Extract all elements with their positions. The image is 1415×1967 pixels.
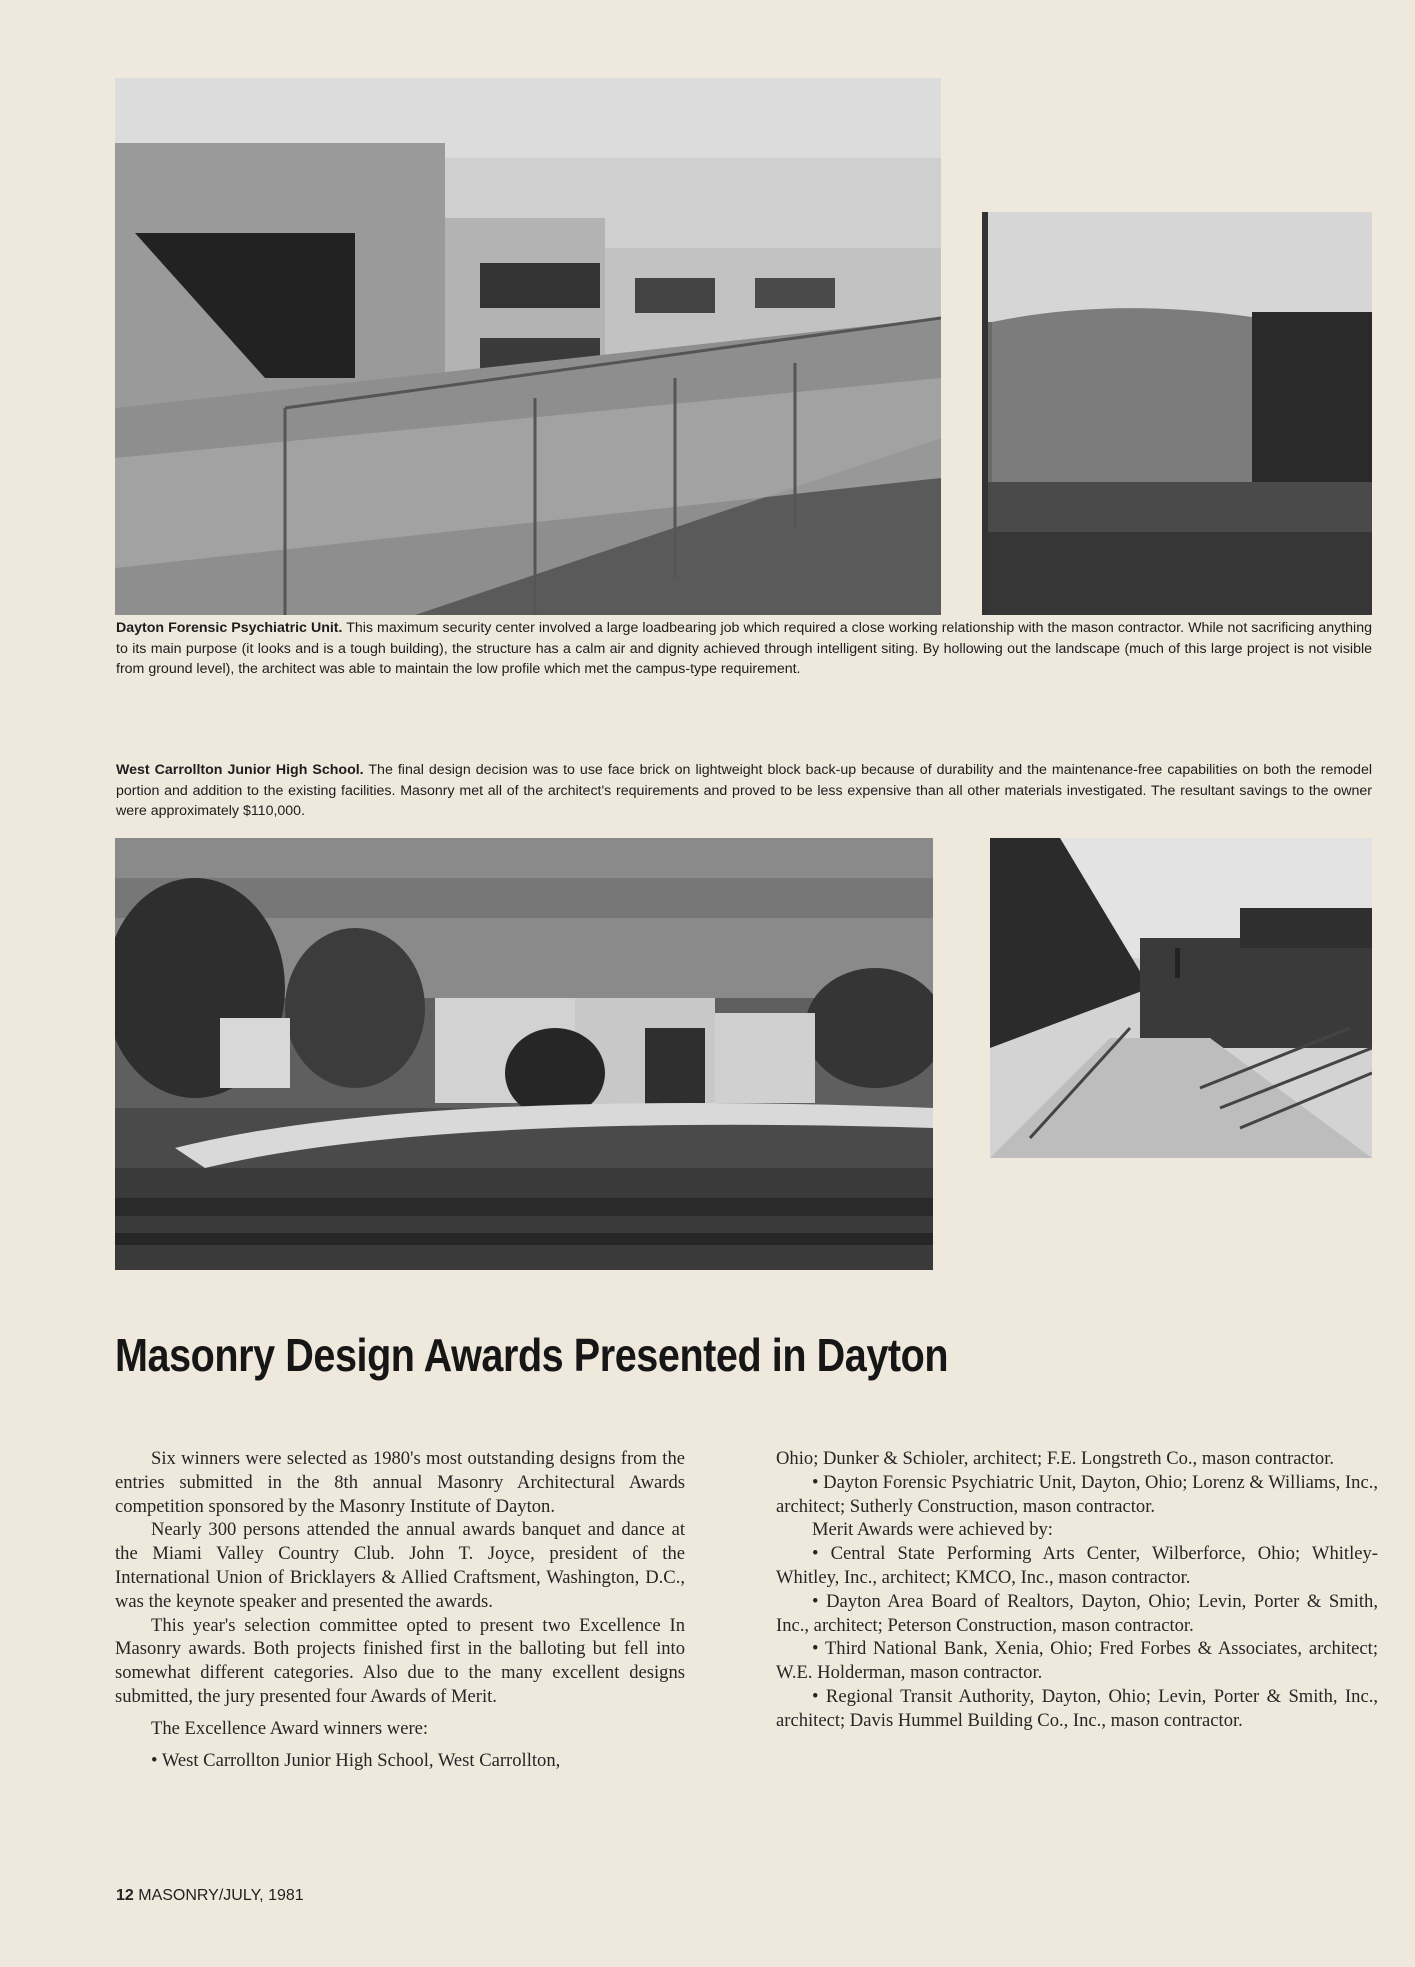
caption-forensic-unit: [116, 618, 1372, 680]
article-paragraph: The Excellence Award winners were:: [151, 1717, 429, 1739]
caption-carrollton-school: [116, 760, 1372, 822]
caption-carrollton-title: West Carrollton Junior High School.: [116, 762, 364, 778]
photo-forensic-unit-building: [115, 78, 941, 615]
caption-forensic-title: Dayton Forensic Psychiatric Unit.: [116, 620, 343, 636]
caption-forensic-text: This maximum security center involved a large loadbearing job which required a close working relationship with the mason contractor. While not sacrificing anything to its main purpose (it looks and is a tough building), the structure has a calm air and dignity achieved through intelligent siting. By hollowing out the landscape (much of this large project is not visible from ground level), the architect was able to maintain the low profile which met the campus-type requirement.: [116, 620, 1372, 677]
page-number: 12: [116, 1887, 134, 1904]
article-paragraph: Nearly 300 persons attended the annual awards banquet and dance at the Miami Valley Country Club. John T. Joyce, president of the International Union of Bricklayers & Allied Craftsment, Washington, D.C., was the keynote speaker and presented the awards.: [115, 1519, 685, 1612]
article-headline: Masonry Design Awards Presented in Dayton: [115, 1329, 949, 1381]
photo-carrollton-school-exterior: [115, 838, 933, 1270]
caption-carrollton-text: The final design decision was to use face brick on lightweight block back-up because of durability and the maintenance-free capabilities on both the remodel portion and addition to the existing facilities. Masonry met all of the architect's requirements and proved to be less expensive than all other materials investigated. The resultant savings to the owner were approximately $110,000.: [116, 762, 1372, 819]
publication-issue: MASONRY/JULY, 1981: [133, 1887, 304, 1904]
article-bullet-item: • Dayton Area Board of Realtors, Dayton, Ohio; Levin, Porter & Smith, Inc., architect; Peterson Construction, mason contractor.: [776, 1590, 1378, 1636]
article-paragraph: Ohio; Dunker & Schioler, architect; F.E. Longstreth Co., mason contractor.: [776, 1448, 1335, 1469]
article-bullet-item: • Dayton Forensic Psychiatric Unit, Dayton, Ohio; Lorenz & Williams, Inc., architect; Sutherly Construction, mason contractor.: [776, 1471, 1378, 1517]
article-bullet-item: • Third National Bank, Xenia, Ohio; Fred Forbes & Associates, architect; W.E. Holderman, mason contractor.: [776, 1638, 1378, 1684]
article-bullet-item: • Regional Transit Authority, Dayton, Ohio; Levin, Porter & Smith, Inc., architect; Davis Hummel Building Co., Inc., mason contractor.: [776, 1685, 1378, 1731]
article-paragraph: Six winners were selected as 1980's most outstanding designs from the entries submitted in the 8th annual Masonry Architectural Awards competition sponsored by the Masonry Institute of Dayton.: [115, 1448, 685, 1517]
article-bullet-item: • West Carrollton Junior High School, West Carrollton,: [151, 1749, 561, 1771]
article-column-right: [776, 1447, 1378, 1733]
article-paragraph: This year's selection committee opted to present two Excellence In Masonry awards. Both projects finished first in the balloting but fell into somewhat different categories. Also due to the many excellent designs submitted, the jury presented four Awards of Merit.: [115, 1614, 685, 1707]
article-column-left: [115, 1447, 685, 1772]
photo-forensic-unit-tower: [982, 212, 1372, 615]
photo-carrollton-school-walkway: [990, 838, 1372, 1158]
article-paragraph: Merit Awards were achieved by:: [812, 1519, 1053, 1541]
article-bullet-item: • Central State Performing Arts Center, Wilberforce, Ohio; Whitley-Whitley, Inc., architect; KMCO, Inc., mason contractor.: [776, 1543, 1378, 1588]
page-folio: [116, 1887, 304, 1905]
